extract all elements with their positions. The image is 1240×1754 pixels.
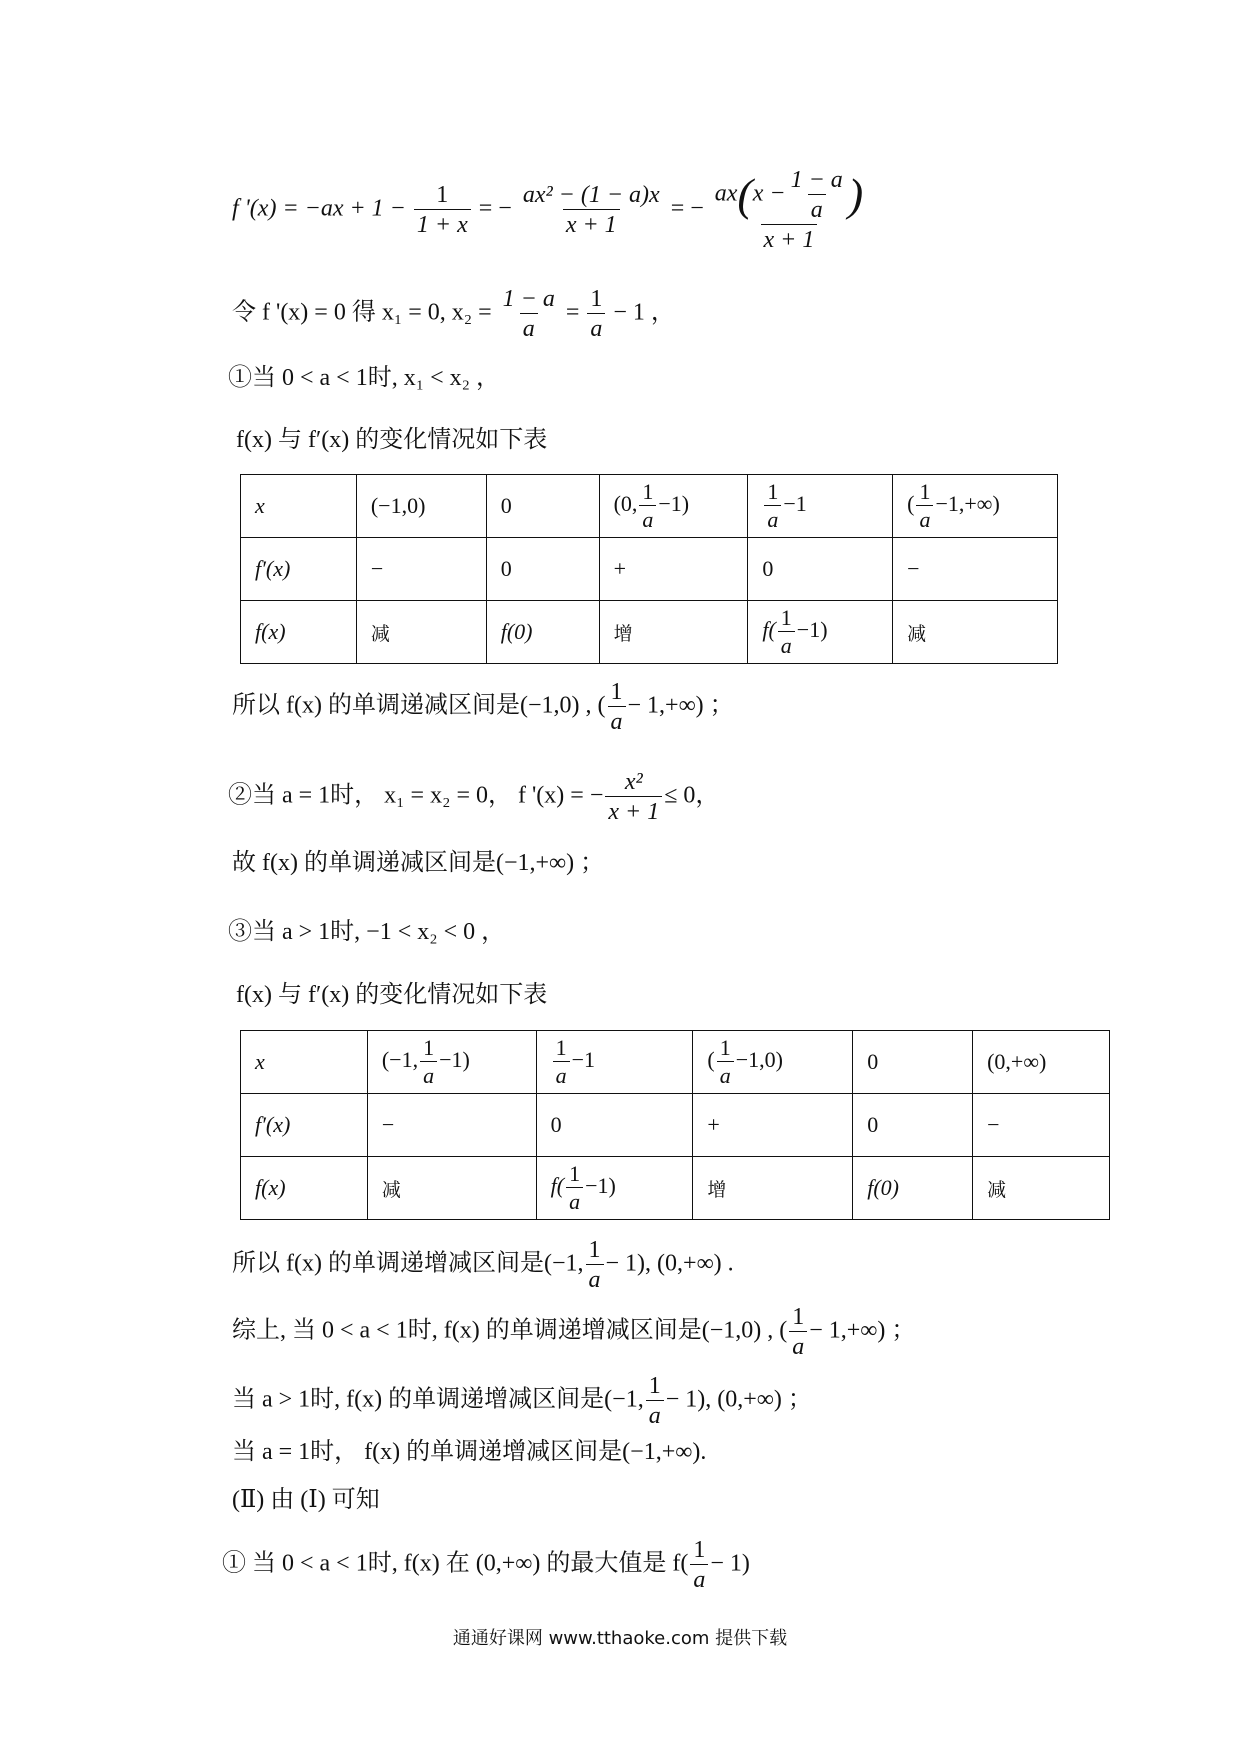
fraction bbox=[420, 1037, 437, 1087]
table-cell: − bbox=[367, 1094, 536, 1157]
text: f( bbox=[762, 617, 776, 643]
fraction bbox=[764, 481, 781, 531]
table-2-caption: f(x) 与 f′(x) 的变化情况如下表 bbox=[236, 982, 548, 1008]
text: − 1 ， bbox=[613, 299, 675, 326]
frac-num: 1 bbox=[719, 1035, 731, 1060]
footer-source: 通通好课网 www.tthaoke.com 提供下载 bbox=[452, 1628, 788, 1649]
table-cell: f(x) bbox=[241, 601, 357, 664]
frac-den: a bbox=[789, 1331, 807, 1359]
fraction bbox=[690, 1538, 708, 1592]
case-3-line: ③当 a > 1时, −1 < x₂ < 0 ， bbox=[228, 919, 506, 945]
ax-term: ax bbox=[714, 180, 738, 207]
frac-num: 1 bbox=[569, 1161, 581, 1186]
fraction-quadratic bbox=[520, 183, 663, 237]
text: ① 当 0 < a < 1时, f(x) 在 (0,+∞) 的最大值是 f( bbox=[222, 1550, 689, 1577]
fraction bbox=[916, 481, 933, 531]
frac-num: 1 bbox=[767, 479, 779, 504]
table-row bbox=[241, 475, 1058, 538]
frac-num: 1 bbox=[588, 1237, 601, 1263]
table-cell bbox=[367, 1031, 536, 1094]
frac-num: 1 bbox=[648, 1373, 661, 1399]
summary-line-1 bbox=[232, 1305, 915, 1359]
frac-den: x + 1 bbox=[563, 209, 620, 237]
fraction bbox=[717, 1037, 734, 1087]
frac-num: 1 bbox=[610, 679, 623, 705]
fraction bbox=[500, 287, 558, 341]
frac-den: a bbox=[690, 1564, 708, 1592]
part-2-case-1-line bbox=[222, 1538, 750, 1592]
table-cell bbox=[599, 475, 748, 538]
table-cell: 减 bbox=[893, 601, 1058, 664]
frac-den: a bbox=[717, 1061, 734, 1087]
table-cell bbox=[536, 1157, 693, 1220]
text: −1 bbox=[571, 1047, 596, 1073]
frac-den: a bbox=[916, 505, 933, 531]
table-cell: + bbox=[599, 538, 748, 601]
frac-num: 1 bbox=[590, 286, 603, 312]
table-row bbox=[241, 1031, 1110, 1094]
increasing-interval-line bbox=[232, 1238, 734, 1292]
frac-den: a bbox=[808, 194, 826, 222]
frac-den: a bbox=[566, 1187, 583, 1213]
frac-num: 1 bbox=[555, 1035, 567, 1060]
x-minus: x − bbox=[752, 180, 786, 207]
table-row bbox=[241, 538, 1058, 601]
frac-num: 1 bbox=[919, 479, 931, 504]
frac-den: 1 + x bbox=[414, 209, 471, 237]
frac-num: 1 bbox=[792, 1304, 805, 1330]
text: −1,0) bbox=[735, 1047, 783, 1073]
fraction-factored bbox=[712, 168, 866, 252]
frac-num: x² bbox=[624, 769, 643, 795]
table-cell: f(x) bbox=[241, 1157, 368, 1220]
frac-den: a bbox=[553, 1061, 570, 1087]
table-cell: 0 bbox=[853, 1094, 973, 1157]
frac-den: x + 1 bbox=[761, 224, 818, 252]
table-cell: f′(x) bbox=[241, 538, 357, 601]
table-cell: 增 bbox=[693, 1157, 853, 1220]
table-cell: − bbox=[356, 538, 486, 601]
text: (0, bbox=[613, 491, 638, 517]
table-row bbox=[241, 601, 1058, 664]
fraction bbox=[789, 1305, 807, 1359]
table-cell: 减 bbox=[367, 1157, 536, 1220]
frac-num: 1 bbox=[693, 1537, 706, 1563]
derivative-equation bbox=[232, 168, 868, 252]
text: − 1) bbox=[710, 1550, 750, 1577]
table-cell: 0 bbox=[486, 475, 599, 538]
equals: = bbox=[565, 299, 580, 326]
fraction-1-over-1-plus-x bbox=[414, 183, 471, 237]
text: − 1), (0,+∞) . bbox=[605, 1250, 734, 1277]
text: 当 a > 1时, f(x) 的单调递增减区间是(−1, bbox=[232, 1386, 644, 1413]
text: −1) bbox=[658, 491, 690, 517]
table-1-caption: f(x) 与 f′(x) 的变化情况如下表 bbox=[236, 427, 548, 453]
text: f( bbox=[550, 1173, 565, 1199]
case-1-line: ①当 0 < a < 1时, x₁ < x₂ ， bbox=[228, 365, 500, 391]
fraction bbox=[587, 287, 605, 341]
frac-num: 1 bbox=[642, 479, 654, 504]
variation-table-2 bbox=[240, 1030, 1110, 1220]
frac-num: 1 − a bbox=[790, 167, 843, 193]
text: − 1), (0,+∞) ； bbox=[665, 1386, 812, 1413]
table-cell bbox=[748, 601, 893, 664]
fraction bbox=[639, 481, 656, 531]
text: ≤ 0， bbox=[664, 782, 720, 809]
fraction bbox=[646, 1374, 664, 1428]
frac-num: ax² − (1 − a)x bbox=[522, 182, 660, 208]
fraction bbox=[608, 680, 626, 734]
right-paren: ) bbox=[847, 169, 864, 220]
text: 令 f '(x) = 0 得 x₁ = 0, x₂ = bbox=[232, 299, 492, 326]
text: − 1,+∞) ； bbox=[809, 1317, 916, 1344]
critical-points-line bbox=[232, 287, 675, 341]
table-cell: − bbox=[893, 538, 1058, 601]
table-cell: 0 bbox=[536, 1094, 693, 1157]
frac-num bbox=[712, 168, 866, 224]
frac-den: a bbox=[586, 1264, 604, 1292]
table-row bbox=[241, 1094, 1110, 1157]
text: ②当 a = 1时， x₁ = x₂ = 0， f '(x) = − bbox=[228, 782, 604, 809]
text: ( bbox=[707, 1047, 715, 1073]
table-cell: 增 bbox=[599, 601, 748, 664]
inner-fraction bbox=[788, 168, 846, 222]
text: 所以 f(x) 的单调递减区间是(−1,0) , ( bbox=[232, 692, 606, 719]
table-cell: f(0) bbox=[486, 601, 599, 664]
table-cell bbox=[748, 475, 893, 538]
frac-num: 1 bbox=[780, 605, 792, 630]
table-cell: x bbox=[241, 1031, 368, 1094]
text: − 1,+∞) ； bbox=[627, 692, 734, 719]
frac-den: a bbox=[420, 1061, 437, 1087]
decreasing-interval-line-2: 故 f(x) 的单调递减区间是(−1,+∞) ； bbox=[232, 850, 605, 876]
derivative-lhs: f '(x) = −ax + 1 − bbox=[232, 195, 406, 222]
text: 综上, 当 0 < a < 1时, f(x) 的单调递增减区间是(−1,0) , ( bbox=[232, 1317, 788, 1344]
table-row bbox=[241, 1157, 1110, 1220]
fraction bbox=[605, 770, 662, 824]
fraction bbox=[778, 607, 795, 657]
table-cell: (−1,0) bbox=[356, 475, 486, 538]
text: −1) bbox=[585, 1173, 616, 1199]
summary-line-3: 当 a = 1时， f(x) 的单调递增减区间是(−1,+∞). bbox=[232, 1439, 707, 1465]
fraction bbox=[586, 1238, 604, 1292]
table-cell: 减 bbox=[973, 1157, 1110, 1220]
frac-den: a bbox=[639, 505, 656, 531]
frac-den: a bbox=[520, 313, 538, 341]
table-cell: (0,+∞) bbox=[973, 1031, 1110, 1094]
frac-den: a bbox=[778, 631, 795, 657]
table-cell bbox=[693, 1031, 853, 1094]
frac-den: x + 1 bbox=[605, 796, 662, 824]
table-cell: 0 bbox=[748, 538, 893, 601]
text: −1,+∞) bbox=[935, 491, 1000, 517]
case-2-line bbox=[228, 770, 719, 824]
table-cell: 0 bbox=[853, 1031, 973, 1094]
part-2-heading: (Ⅱ) 由 (Ⅰ) 可知 bbox=[232, 1487, 380, 1513]
text: (−1, bbox=[381, 1047, 419, 1073]
frac-den: a bbox=[587, 313, 605, 341]
table-cell: + bbox=[693, 1094, 853, 1157]
frac-den: a bbox=[764, 505, 781, 531]
fraction bbox=[566, 1163, 583, 1213]
table-cell: x bbox=[241, 475, 357, 538]
frac-den: a bbox=[646, 1400, 664, 1428]
text: −1) bbox=[439, 1047, 470, 1073]
text: −1 bbox=[783, 491, 807, 517]
summary-line-2 bbox=[232, 1374, 812, 1428]
equals-minus: = − bbox=[670, 195, 704, 222]
table-cell bbox=[536, 1031, 693, 1094]
frac-num: 1 bbox=[423, 1035, 435, 1060]
table-cell: − bbox=[973, 1094, 1110, 1157]
table-cell: f′(x) bbox=[241, 1094, 368, 1157]
frac-num: 1 bbox=[436, 182, 449, 208]
table-cell: 减 bbox=[356, 601, 486, 664]
variation-table-1 bbox=[240, 474, 1058, 664]
frac-den: a bbox=[608, 706, 626, 734]
text: 所以 f(x) 的单调递增减区间是(−1, bbox=[232, 1250, 584, 1277]
text: −1) bbox=[796, 617, 828, 643]
fraction bbox=[553, 1037, 570, 1087]
table-cell: f(0) bbox=[853, 1157, 973, 1220]
equals-minus: = − bbox=[478, 195, 512, 222]
text: ( bbox=[907, 491, 915, 517]
decreasing-interval-line-1 bbox=[232, 680, 734, 734]
table-cell: 0 bbox=[486, 538, 599, 601]
left-paren: ( bbox=[737, 169, 753, 220]
table-cell bbox=[893, 475, 1058, 538]
frac-num: 1 − a bbox=[502, 286, 555, 312]
